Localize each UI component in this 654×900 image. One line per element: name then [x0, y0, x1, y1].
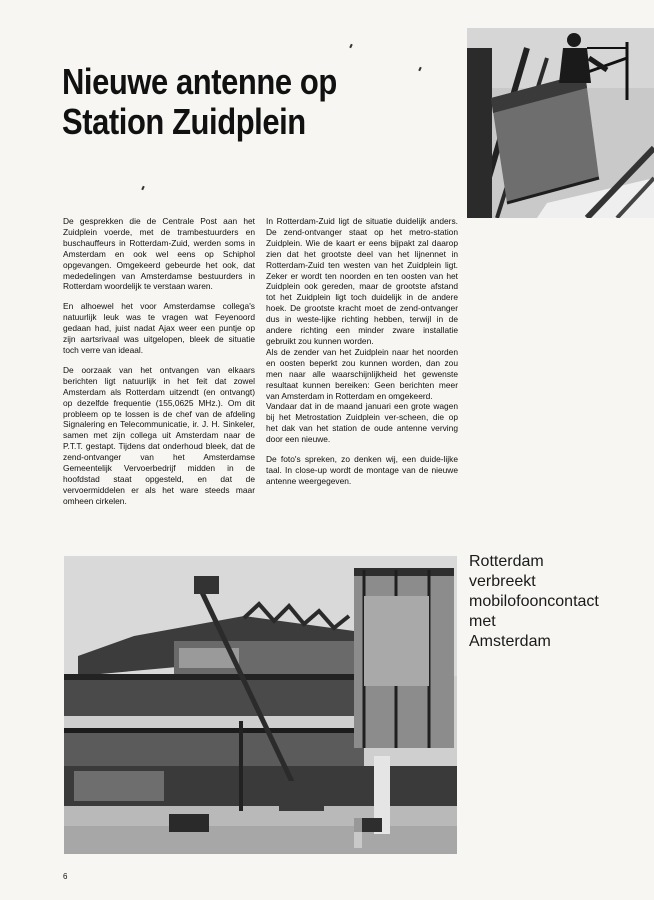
paragraph: De gesprekken die de Centrale Post aan het Zuidplein voerde, met de trambestuurders en buschauffeurs in Rotterdam-Zuid, werden soms in Amsterdam en ook wel eens op Schiphol opgevangen. Omgekeerd gebeurde het ook, dat mededelingen van Amsterdamse bestuurders in Rotterdam woordelijk te verstaan waren.: [63, 216, 255, 292]
page-number: 6: [63, 872, 68, 881]
caption-line: verbreekt: [469, 573, 536, 590]
article-column-2: [266, 216, 458, 496]
photo-caption: [469, 552, 599, 652]
article-title: [62, 62, 337, 142]
paragraph: De foto's spreken, zo denken wij, een duide-lijke taal. In close-up wordt de montage van de nieuwe antenne weergegeven.: [266, 454, 458, 486]
print-speck: [141, 186, 145, 190]
print-speck: [349, 44, 353, 48]
photo-station-zuidplein: [64, 556, 457, 854]
paragraph: De oorzaak van het ontvangen van elkaars berichten ligt natuurlijk in het feit dat zowel Amsterdam als Rotterdam uitzendt (en ontvangt) op dezelfde frequentie (155,0625 MHz.). Om dit probleem op te lossen is de chef van de afdeling Signalering en Telecommunicatie, ir. J. H. Sinkeler, samen met zijn collega uit Amsterdam naar de P.T.T. gestapt. Tijdens dat onderhoud bleek, dat de zend-ontvanger van het Amsterdamse Gemeentelijk Vervoerbedrijf midden in de hoofdstad staat opgesteld, en dat de vervoermiddelen er als het ware steeds maar omheen cirkelen.: [63, 364, 255, 506]
caption-line: mobilofooncontact: [469, 593, 599, 610]
title-line-1: Nieuwe antenne op: [62, 61, 337, 102]
paragraph: En alhoewel het voor Amsterdamse collega's natuurlijk leuk was te vragen wat Feyenoord gedaan had, juist nadat Ajax weer een puntje op zijn aartsrivaal was uitgelopen, bleek de situatie toch verre van ideaal.: [63, 301, 255, 355]
article-column-1: [63, 216, 255, 516]
paragraph: Vandaar dat in de maand januari een grote wagen bij het Metrostation Zuidplein ver-scheen, die op het dak van het station de oude antenne verving door een nieuwe.: [266, 401, 458, 445]
caption-line: Rotterdam: [469, 553, 544, 570]
photo-antenna-closeup: [467, 28, 654, 218]
title-line-2: Station Zuidplein: [62, 101, 306, 142]
paragraph: Als de zender van het Zuidplein naar het noorden en oosten beperkt zou kunnen worden, dan zou men naar alle waarschijnlijkheid het gewenste resultaat kunnen bereiken: Geen berichten meer van Amsterdam in Rotterdam en omgekeerd.: [266, 346, 458, 401]
print-speck: [418, 67, 422, 71]
caption-line: met: [469, 613, 496, 630]
paragraph: In Rotterdam-Zuid ligt de situatie duidelijk anders. De zend-ontvanger staat op het metro-station Zuidplein. Wie de kaart er eens bijpakt zal daarop zien dat het grootste deel van het lijnennet in Rotterdam-Zuid ten westen van het Zuidplein ligt. Zeker er wordt ten noorden en ten oosten van het Zuidplein ook gereden, maar de grootste afstand tot het Zuidplein ligt toch duidelijk in de andere hoek. De grootste kracht moet de zend-ontvanger dus in weste-lijke richting hebben, terwijl in de andere richting een minder zware installatie gebruikt zou kunnen worden.: [266, 216, 458, 346]
caption-line: Amsterdam: [469, 633, 551, 650]
